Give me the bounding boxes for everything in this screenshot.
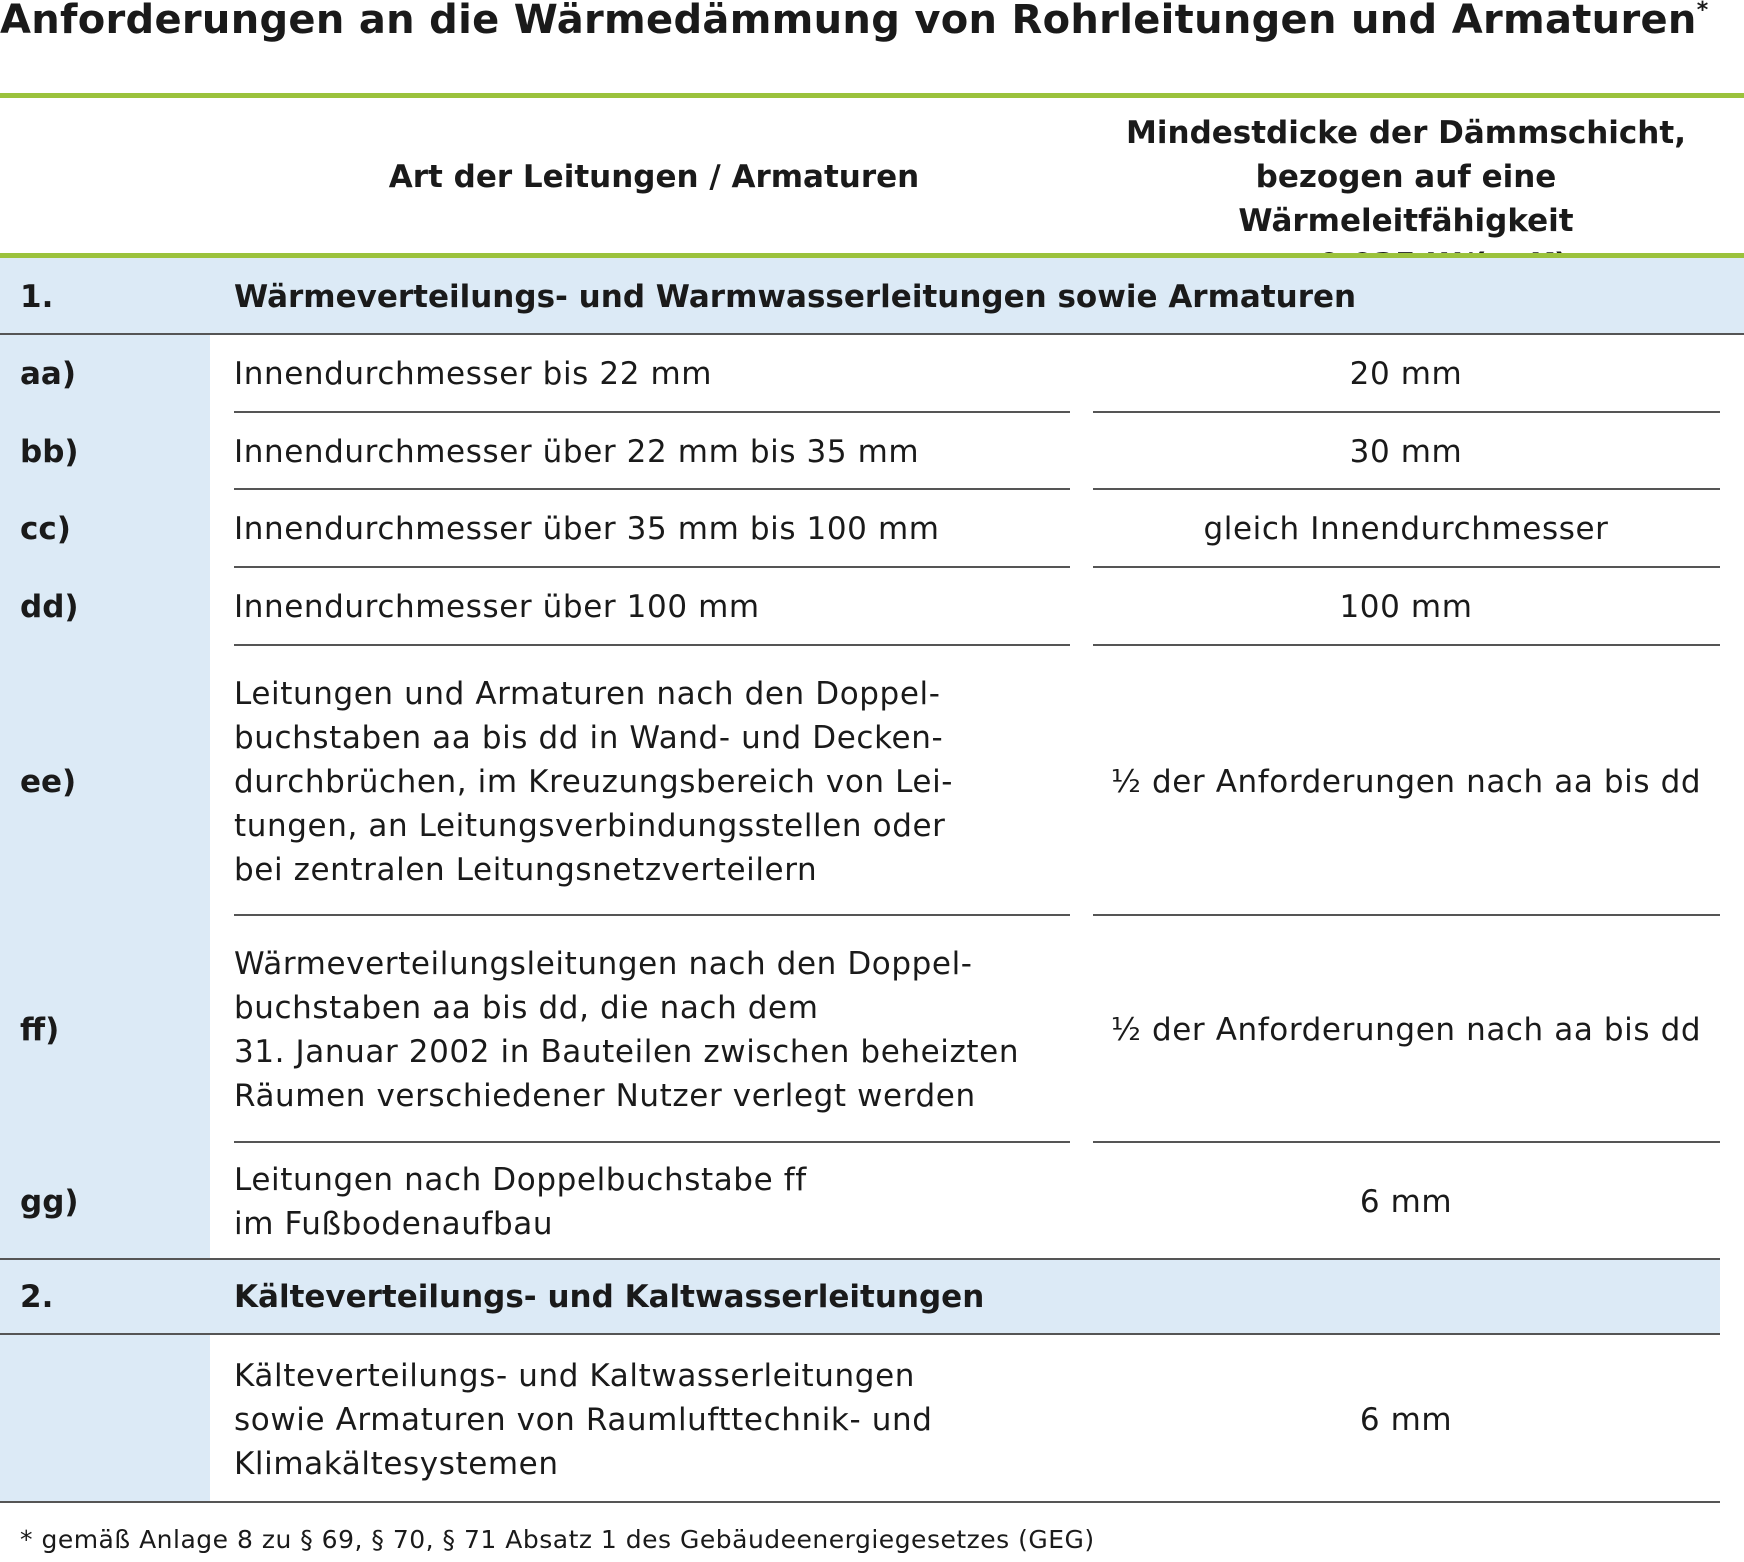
section-title: Kälteverteilungs- und Kaltwasserleitungen — [234, 1279, 985, 1315]
row-label: ee) — [20, 764, 77, 800]
row-label: aa) — [20, 356, 77, 392]
label-column-section-2 — [0, 1334, 210, 1502]
row-value: 20 mm — [1349, 356, 1463, 392]
row-description: Innendurchmesser über 35 mm bis 100 mm — [234, 511, 940, 547]
page-title — [0, 0, 1709, 43]
row-value: gleich Innendurchmesser — [1203, 511, 1609, 547]
column-header-type: Art der Leitungen / Armaturen — [388, 159, 920, 195]
row-label: gg) — [20, 1184, 79, 1220]
section-header-1 — [0, 258, 1744, 335]
section-header-2 — [0, 1258, 1720, 1335]
row-description: Leitungen und Armaturen nach den Doppel- buchstaben aa bis dd in Wand- und Decken- durchbrüchen, im Kreuzungsbereich von Lei- tungen, an Leitungsverbindungsstellen oder bei zentralen Leitungsnetzverteilern — [234, 676, 954, 888]
row-divider — [1093, 411, 1720, 413]
row-divider — [1093, 488, 1720, 490]
row-description: Leitungen nach Doppelbuchstabe ff im Fußbodenaufbau — [234, 1162, 807, 1242]
row-value: 30 mm — [1349, 434, 1463, 470]
row-description: Innendurchmesser bis 22 mm — [234, 356, 713, 392]
row-description: Wärmeverteilungsleitungen nach den Doppel- buchstaben aa bis dd, die nach dem 31. Januar 2002 in Bauteilen zwischen beheizten Räumen verschiedener Nutzer verlegt werden — [234, 946, 1020, 1114]
row-divider — [1093, 644, 1720, 646]
row-label: cc) — [20, 511, 71, 547]
row-label: dd) — [20, 589, 79, 625]
row-value: ½ der Anforderungen nach aa bis dd — [1110, 1012, 1702, 1048]
row-divider — [1093, 1141, 1720, 1143]
row-value: ½ der Anforderungen nach aa bis dd — [1110, 764, 1702, 800]
section-number: 1. — [20, 279, 54, 315]
header-top-rule — [0, 93, 1744, 98]
section-title: Wärmeverteilungs- und Warmwasserleitungen sowie Armaturen — [234, 279, 1357, 315]
row-divider — [234, 644, 1070, 646]
title-text: Anforderungen an die Wärmedämmung von Rohrleitungen und Armaturen — [0, 0, 1697, 43]
row-description: Innendurchmesser über 22 mm bis 35 mm — [234, 434, 920, 470]
row-description: Kälteverteilungs- und Kaltwasserleitungen sowie Armaturen von Raumlufttechnik- und Klimakältesystemen — [234, 1358, 933, 1482]
row-label: ff) — [20, 1012, 60, 1048]
row-divider — [1093, 914, 1720, 916]
row-value: 6 mm — [1359, 1184, 1453, 1220]
row-value: 6 mm — [1359, 1402, 1453, 1438]
row-divider — [1093, 566, 1720, 568]
table-bottom-rule — [0, 1501, 1720, 1503]
row-description: Innendurchmesser über 100 mm — [234, 589, 760, 625]
row-value: 100 mm — [1339, 589, 1473, 625]
row-divider — [234, 1141, 1070, 1143]
row-divider — [234, 566, 1070, 568]
column-header-thickness: Mindestdicke der Dämmschicht, bezogen auf eine Wärmeleitfähigkeit — [1126, 115, 1686, 239]
title-footnote-marker: * — [1696, 0, 1709, 23]
section-number: 2. — [20, 1279, 54, 1315]
footnote: * gemäß Anlage 8 zu § 69, § 70, § 71 Absatz 1 des Gebäudeenergiegesetzes (GEG) — [20, 1525, 1095, 1554]
row-divider — [234, 411, 1070, 413]
row-divider — [234, 488, 1070, 490]
row-label: bb) — [20, 434, 79, 470]
row-divider — [234, 914, 1070, 916]
